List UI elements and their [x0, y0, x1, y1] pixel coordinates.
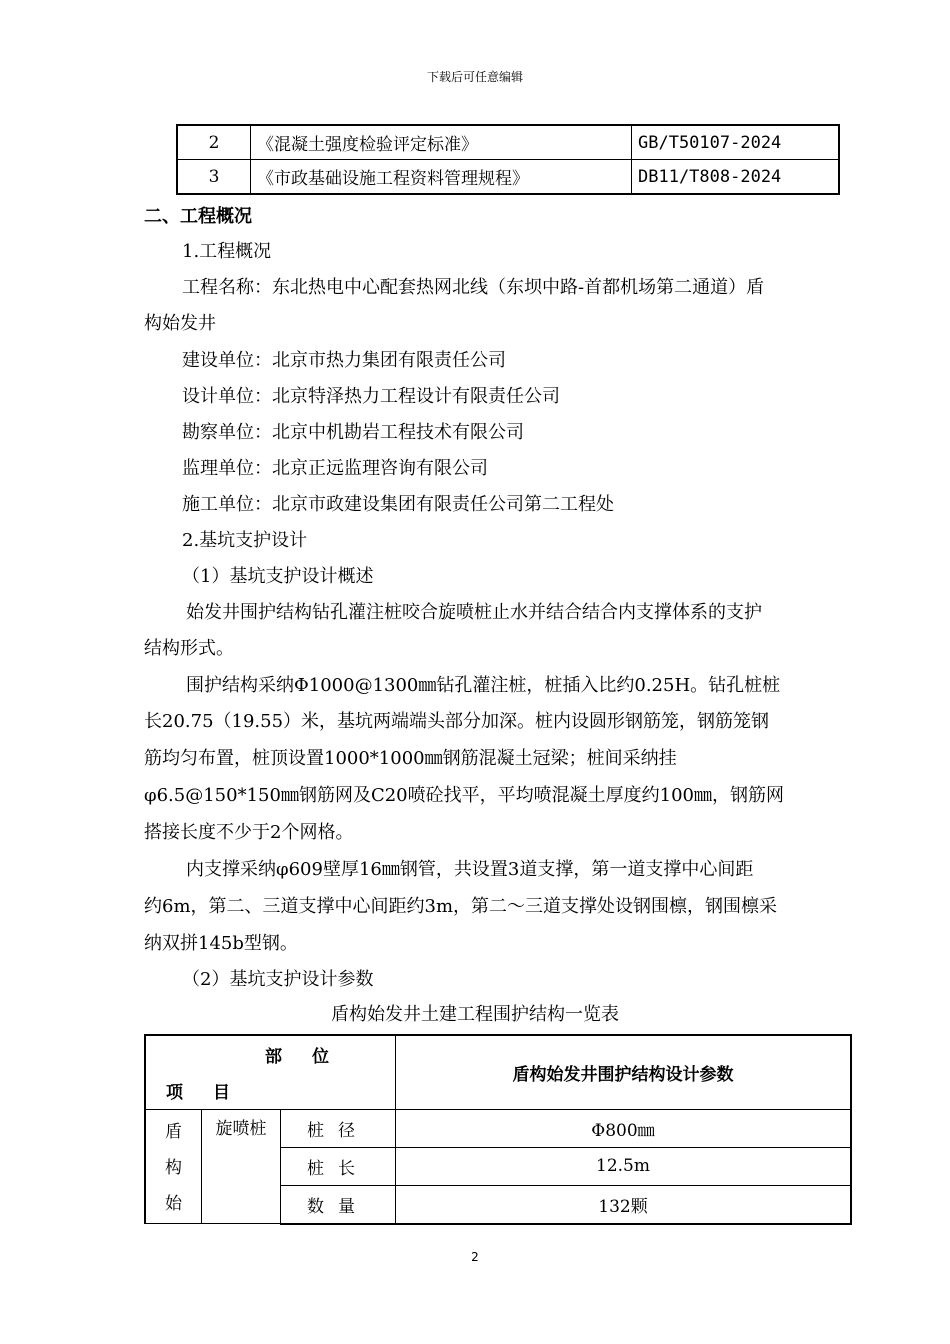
paragraph-line: 筋均匀布置，桩顶设置1000*1000㎜钢筋混凝土冠梁；桩间采纳挂: [144, 748, 677, 769]
sub-label-cell: 旋喷桩: [202, 1110, 281, 1224]
group-label-char: 盾: [165, 1122, 182, 1142]
paragraph-line: 围护结构采纳Φ1000@1300㎜钻孔灌注桩，桩插入比约0.25H。钻孔桩桩: [186, 675, 781, 696]
item-label: 桩长: [281, 1147, 396, 1185]
header-item-label: 项目: [166, 1083, 260, 1103]
table-row: [145, 1110, 851, 1148]
subsection-heading: （2）基坑支护设计参数: [182, 969, 374, 990]
header-position-label: 部位: [265, 1047, 359, 1067]
survey-unit: 勘察单位：北京中机勘岩工程技术有限公司: [182, 422, 524, 443]
paragraph-line: 结构形式。: [144, 638, 234, 659]
table-row: [177, 125, 839, 160]
diagonal-header-cell: [145, 1035, 396, 1110]
item-value: Φ800㎜: [396, 1110, 852, 1148]
project-name-cont: 构始发井: [144, 313, 216, 334]
page-header: 下载后可任意编辑: [426, 70, 523, 84]
subsection-heading: 2.基坑支护设计: [182, 530, 308, 551]
project-name: 工程名称：东北热电中心配套热网北线（东坝中路-首都机场第二通道）盾: [182, 277, 765, 298]
standard-code: DB11/T808-2024: [632, 160, 840, 195]
subsection-heading: 1.工程概况: [182, 241, 272, 262]
standard-number: 2: [177, 125, 251, 160]
construction-unit: 建设单位：北京市热力集团有限责任公司: [182, 350, 506, 371]
paragraph-line: φ6.5@150*150㎜钢筋网及C20喷砼找平，平均喷混凝土厚度约100㎜，钢筋网: [144, 785, 784, 806]
group-label-char: 始: [165, 1194, 182, 1214]
paragraph-line: 约6m，第二、三道支撑中心间距约3m，第二～三道支撑处设钢围檩，钢围檩采: [144, 896, 778, 917]
paragraph-line: 搭接长度不少于2个网格。: [144, 822, 354, 843]
paragraph-line: 内支撑采纳φ609壁厚16㎜钢管，共设置3道支撑，第一道支撑中心间距: [186, 859, 754, 880]
standard-number: 3: [177, 160, 251, 195]
group-label-cell: [145, 1110, 202, 1224]
table-caption: 盾构始发井土建工程围护结构一览表: [331, 1004, 619, 1025]
supervision-unit: 监理单位：北京正远监理咨询有限公司: [182, 458, 488, 479]
item-label: 桩径: [281, 1110, 396, 1148]
structure-table: [144, 1034, 852, 1225]
paragraph-line: 长20.75（19.55）米，基坑两端端头部分加深。桩内设圆形钢筋笼，钢筋笼钢: [144, 711, 770, 732]
standard-name: 《混凝土强度检验评定标准》: [251, 125, 632, 160]
standard-code: GB/T50107-2024: [632, 125, 840, 160]
section-heading: 二、工程概况: [144, 206, 252, 227]
item-value: 12.5m: [396, 1147, 852, 1185]
paragraph-line: 始发井围护结构钻孔灌注桩咬合旋喷桩止水并结合结合内支撑体系的支护: [186, 602, 762, 623]
standards-table: [176, 124, 840, 195]
design-unit: 设计单位：北京特泽热力工程设计有限责任公司: [182, 386, 560, 407]
param-header: 盾构始发井围护结构设计参数: [396, 1035, 852, 1110]
standard-name: 《市政基础设施工程资料管理规程》: [251, 160, 632, 195]
table-header-row: [145, 1035, 851, 1110]
group-label-char: 构: [165, 1158, 182, 1178]
subsection-heading: （1）基坑支护设计概述: [182, 566, 374, 587]
table-row: [177, 160, 839, 195]
paragraph-line: 纳双拼145b型钢。: [144, 933, 298, 954]
page-number: 2: [471, 1250, 479, 1264]
item-value: 132颗: [396, 1185, 852, 1223]
item-label: 数量: [281, 1185, 396, 1223]
contractor-unit: 施工单位：北京市政建设集团有限责任公司第二工程处: [182, 494, 614, 515]
